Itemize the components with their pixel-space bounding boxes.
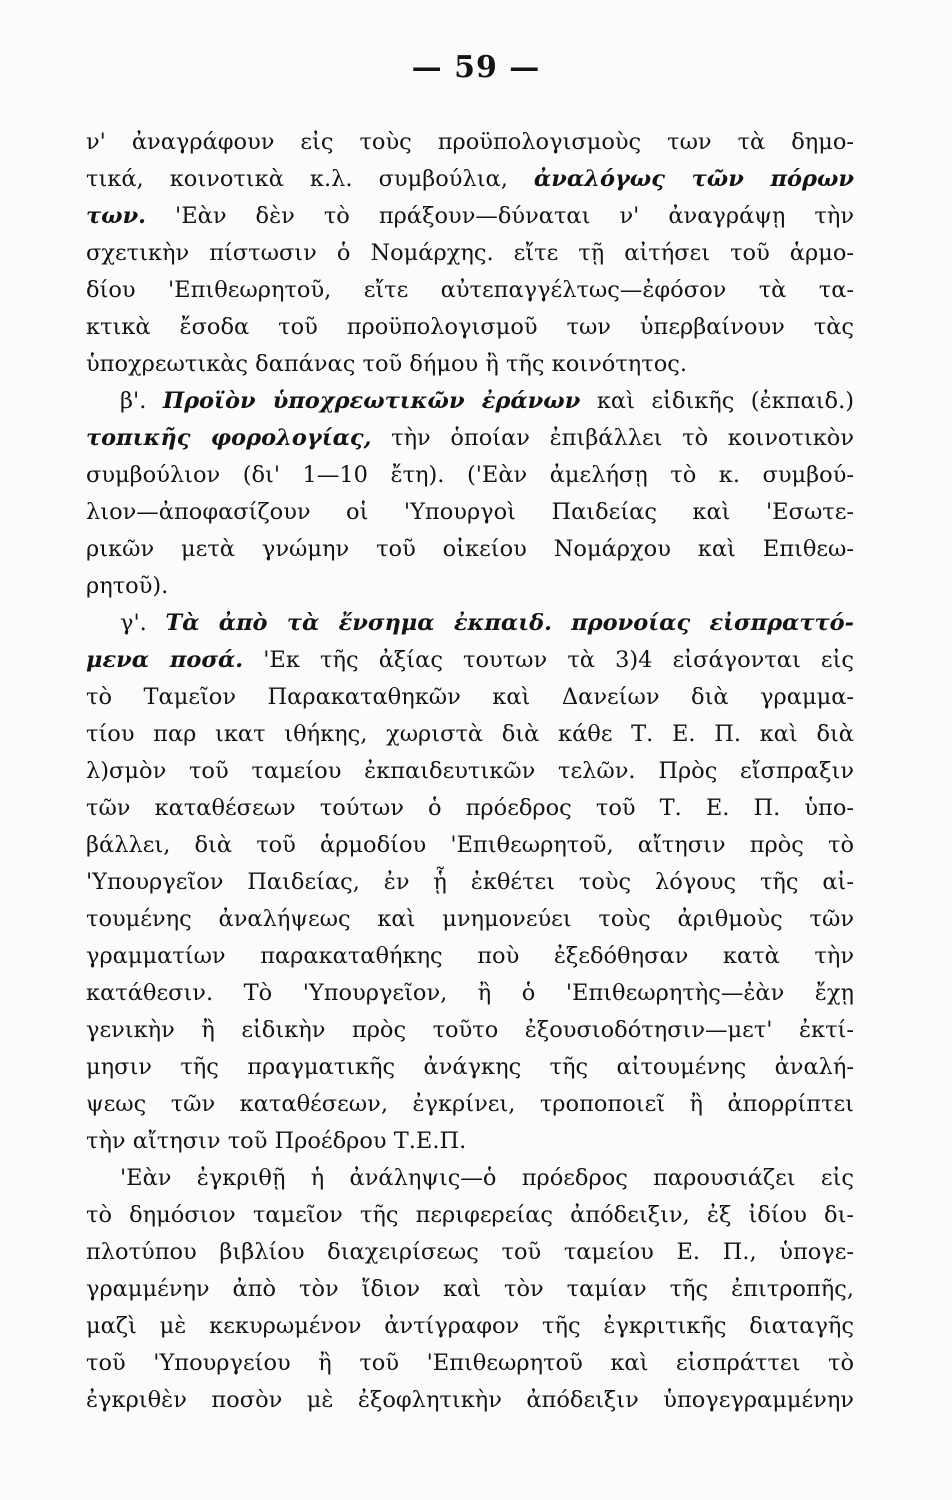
text-run: 'Εκ τῆς ἀξίας τουτων τὰ 3)4 εἰσάγονται εἰς <box>263 647 854 673</box>
text-line <box>86 161 854 198</box>
section-title: Τὰ ἀπὸ τὰ ἔνσημα ἐκπαιδ. προνοίας εἰσπραττό- <box>165 610 854 636</box>
text-line: ρικῶν μετὰ γνώμην τοῦ οἰκείου Νομάρχου καὶ Επιθεω- <box>86 536 854 562</box>
text-line: ὑποχρεωτικὰς δαπάνας τοῦ δήμου ἢ τῆς κοινότητος. <box>86 351 687 377</box>
text-run: τικά, κοινοτικὰ κ.λ. συμβούλια, <box>86 166 508 192</box>
section-marker: β'. <box>120 388 147 414</box>
text-line: συμβούλιον (δι' 1—10 ἔτη). ('Εὰν ἀμελήσῃ τὸ κ. συμβού- <box>86 462 854 488</box>
page-number: — 59 — <box>411 50 541 85</box>
text-line: ν' ἀναγράφουν εἰς τοὺς προϋπολογισμοὺς των τὰ δημο- <box>86 129 854 155</box>
text-line: 'Υπουργεῖον Παιδείας, ἐν ᾗ ἐκθέτει τοὺς λόγους τῆς αἰ- <box>86 869 854 895</box>
text-line: γραμμένην ἀπὸ τὸν ἴδιον καὶ τὸν ταμίαν τῆς ἐπιτροπῆς, <box>86 1276 854 1302</box>
section-heading-line <box>86 605 854 642</box>
section-heading-line <box>86 383 854 420</box>
text-line: 'Εὰν ἐγκριθῇ ἡ ἀνάληψις—ὁ πρόεδρος παρουσιάζει εἰς <box>120 1165 854 1191</box>
text-line: τὸ Ταμεῖον Παρακαταθηκῶν καὶ Δανείων διὰ γραμμα- <box>86 684 854 710</box>
text-line: τουμένης ἀναλήψεως καὶ μνημονεύει τοὺς ἀριθμοὺς τῶν <box>86 906 854 932</box>
emphasis-run: των. <box>86 203 147 229</box>
text-line: ψεως τῶν καταθέσεων, ἐγκρίνει, τροποποιεῖ ἢ ἀπορρίπτει <box>86 1091 854 1117</box>
text-line: πλοτύπου βιβλίου διαχειρίσεως τοῦ ταμείου Ε. Π., ὑπογε- <box>86 1239 854 1265</box>
text-line: τὴν αἴτησιν τοῦ Προέδρου Τ.Ε.Π. <box>86 1128 467 1154</box>
text-line: ρητοῦ). <box>86 573 169 599</box>
text-line: κτικὰ ἔσοδα τοῦ προϋπολογισμοῦ των ὑπερβαίνουν τὰς <box>86 314 854 340</box>
text-line: τοῦ 'Υπουργείου ἢ τοῦ 'Επιθεωρητοῦ καὶ εἰσπράττει τὸ <box>86 1350 854 1376</box>
text-line: γενικὴν ἢ εἰδικὴν πρὸς τοῦτο ἐξουσιοδότησιν—μετ' ἐκτί- <box>86 1017 854 1043</box>
text-line: ἐγκριθὲν ποσὸν μὲ ἐξοφλητικὴν ἀπόδειξιν ὑπογεγραμμένην <box>86 1387 854 1413</box>
text-line: λ)σμὸν τοῦ ταμείου ἐκπαιδευτικῶν τελῶν. Πρὸς εἴσπραξιν <box>86 758 854 784</box>
text-line: τὸ δημόσιον ταμεῖον τῆς περιφερείας ἀπόδειξιν, ἐξ ἰδίου δι- <box>86 1202 854 1228</box>
text-line: γραμματίων παρακαταθήκης ποὺ ἐξεδόθησαν κατὰ τὴν <box>86 943 854 969</box>
body-text <box>86 124 854 1419</box>
text-line: δίου 'Επιθεωρητοῦ, εἴτε αὐτεπαγγέλτως—ἐφόσον τὰ τα- <box>86 277 854 303</box>
text-line: βάλλει, διὰ τοῦ ἁρμοδίου 'Επιθεωρητοῦ, αἴτησιν πρὸς τὸ <box>86 832 854 858</box>
text-line: μαζὶ μὲ κεκυρωμένον ἀντίγραφον τῆς ἐγκριτικῆς διαταγῆς <box>86 1313 854 1339</box>
text-run: 'Εὰν δὲν τὸ πράξουν—δύναται ν' ἀναγράψῃ τὴν <box>175 203 854 229</box>
text-run: τὴν ὁποίαν ἐπιβάλλει τὸ κοινοτικὸν <box>391 425 854 451</box>
section-title: μενα ποσά. <box>86 647 244 673</box>
text-line <box>86 198 854 235</box>
text-line: τῶν καταθέσεων τούτων ὁ πρόεδρος τοῦ Τ. Ε. Π. ὑπο- <box>86 795 854 821</box>
text-line <box>86 420 854 457</box>
section-title: τοπικῆς φορολογίας, <box>86 425 372 451</box>
text-line: κατάθεσιν. Τὸ 'Υπουργεῖον, ἢ ὁ 'Επιθεωρητὴς—ἐὰν ἔχῃ <box>86 980 854 1006</box>
text-line: λιον—ἀποφασίζουν οἱ 'Υπουργοὶ Παιδείας καὶ 'Εσωτε- <box>86 499 854 525</box>
text-run: καὶ εἰδικῆς (ἐκπαιδ.) <box>596 388 854 414</box>
section-title: Προϊὸν ὑποχρεωτικῶν ἐράνων <box>162 388 581 414</box>
text-line: τίου παρ ικατ ιθήκης, χωριστὰ διὰ κάθε Τ. Ε. Π. καὶ διὰ <box>86 721 854 747</box>
emphasis-run: ἀναλόγως τῶν πόρων <box>533 166 854 192</box>
text-line: σχετικὴν πίστωσιν ὁ Νομάρχης. εἴτε τῇ αἰτήσει τοῦ ἁρμο- <box>86 240 854 266</box>
section-marker: γ'. <box>120 610 147 636</box>
text-line <box>86 642 854 679</box>
text-line: μησιν τῆς πραγματικῆς ἀνάγκης τῆς αἰτουμένης ἀναλή- <box>86 1054 854 1080</box>
